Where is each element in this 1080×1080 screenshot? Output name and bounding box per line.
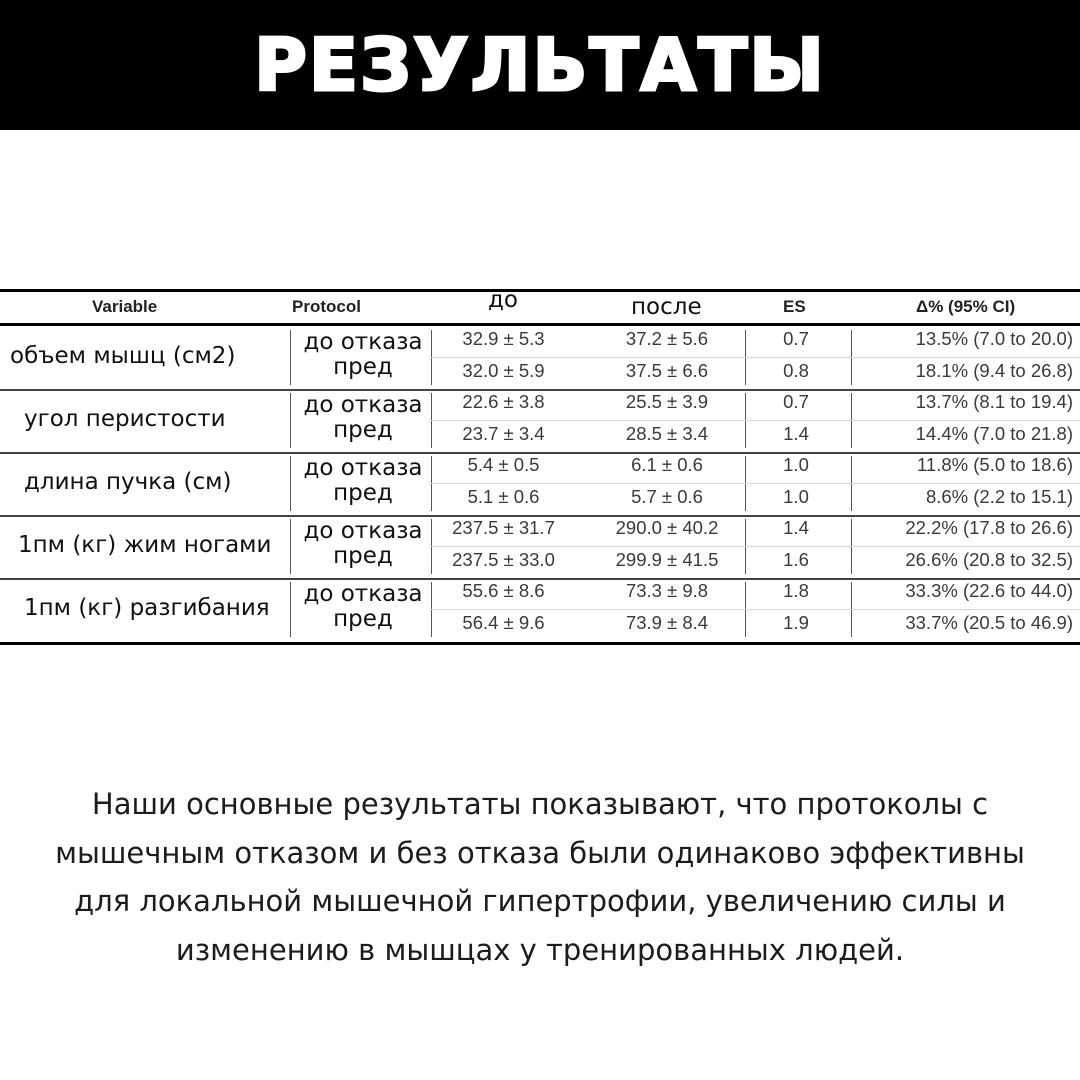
header-variable: Variable bbox=[92, 297, 158, 316]
subrow-divider bbox=[431, 546, 1080, 547]
pre-value: 5.1 ± 0.6 bbox=[467, 486, 540, 507]
post-value: 73.3 ± 9.8 bbox=[625, 580, 709, 601]
delta-value: 22.2% (17.8 to 26.6) bbox=[905, 517, 1073, 538]
summary-line: для локальной мышечной гипертрофии, увеличению силы и bbox=[74, 884, 1006, 918]
pre-value: 22.6 ± 3.8 bbox=[462, 391, 545, 412]
delta-value: 11.8% (5.0 to 18.6) bbox=[917, 454, 1073, 475]
variable-label: длина пучка (см) bbox=[24, 469, 232, 495]
pre-value: 237.5 ± 33.0 bbox=[452, 549, 555, 570]
header-pre: до bbox=[488, 287, 518, 313]
delta-value: 33.3% (22.6 to 44.0) bbox=[905, 580, 1073, 601]
variable-label: 1пм (кг) жим ногами bbox=[18, 532, 272, 558]
subrow-divider bbox=[431, 483, 1080, 484]
protocol-label: до отказа bbox=[303, 518, 423, 544]
post-value: 37.5 ± 6.6 bbox=[625, 360, 709, 381]
table-bottom-rule bbox=[0, 642, 1080, 645]
subrow-divider bbox=[431, 609, 1080, 610]
post-value: 73.9 ± 8.4 bbox=[625, 612, 709, 633]
es-value: 0.7 bbox=[783, 328, 809, 349]
results-table bbox=[0, 289, 1080, 645]
summary-line: Наши основные результаты показывают, что протоколы с bbox=[91, 787, 989, 821]
es-value: 1.0 bbox=[783, 486, 809, 507]
page-title: РЕЗУЛЬТАТЫ bbox=[254, 23, 826, 107]
variable-label: объем мышц (см2) bbox=[10, 343, 236, 369]
post-value: 25.5 ± 3.9 bbox=[625, 391, 709, 412]
es-value: 1.0 bbox=[783, 454, 809, 475]
post-value: 37.2 ± 5.6 bbox=[625, 328, 709, 349]
variable-label: угол перистости bbox=[24, 406, 226, 432]
pre-value: 56.4 ± 9.6 bbox=[462, 612, 545, 633]
pre-value: 32.0 ± 5.9 bbox=[462, 360, 545, 381]
header-es: ES bbox=[783, 297, 806, 316]
pre-value: 32.9 ± 5.3 bbox=[462, 328, 545, 349]
protocol-label: до отказа bbox=[303, 581, 423, 607]
post-value: 290.0 ± 40.2 bbox=[615, 517, 719, 538]
variable-label: 1пм (кг) разгибания bbox=[24, 595, 270, 621]
protocol-label: пред bbox=[333, 543, 393, 569]
post-value: 6.1 ± 0.6 bbox=[631, 454, 703, 475]
delta-value: 8.6% (2.2 to 15.1) bbox=[925, 486, 1073, 507]
post-value: 5.7 ± 0.6 bbox=[631, 486, 703, 507]
pre-value: 237.5 ± 31.7 bbox=[452, 517, 555, 538]
pre-value: 55.6 ± 8.6 bbox=[462, 580, 545, 601]
es-value: 1.9 bbox=[783, 612, 809, 633]
protocol-label: до отказа bbox=[303, 455, 423, 481]
protocol-label: пред bbox=[333, 354, 393, 380]
es-value: 1.4 bbox=[783, 423, 809, 444]
es-value: 0.8 bbox=[783, 360, 809, 381]
post-value: 28.5 ± 3.4 bbox=[625, 423, 709, 444]
es-value: 1.4 bbox=[783, 517, 809, 538]
delta-value: 13.5% (7.0 to 20.0) bbox=[915, 328, 1073, 349]
es-value: 0.7 bbox=[783, 391, 809, 412]
delta-value: 18.1% (9.4 to 26.8) bbox=[915, 360, 1073, 381]
protocol-label: пред bbox=[333, 606, 393, 632]
header-delta: Δ% (95% CI) bbox=[916, 297, 1016, 316]
post-value: 299.9 ± 41.5 bbox=[615, 549, 719, 570]
header-rule bbox=[0, 323, 1080, 326]
delta-value: 13.7% (8.1 to 19.4) bbox=[915, 391, 1073, 412]
summary-text bbox=[20, 780, 1060, 974]
subrow-divider bbox=[431, 357, 1080, 358]
protocol-label: до отказа bbox=[303, 329, 423, 355]
pre-value: 23.7 ± 3.4 bbox=[462, 423, 545, 444]
table-top-rule bbox=[0, 289, 1080, 292]
protocol-label: до отказа bbox=[303, 392, 423, 418]
protocol-label: пред bbox=[333, 480, 393, 506]
protocol-label: пред bbox=[333, 417, 393, 443]
pre-value: 5.4 ± 0.5 bbox=[467, 454, 540, 475]
es-value: 1.6 bbox=[783, 549, 809, 570]
es-value: 1.8 bbox=[783, 580, 809, 601]
summary-line: мышечным отказом и без отказа были одинаково эффективны bbox=[55, 835, 1025, 870]
summary-line: изменению в мышцах у тренированных людей. bbox=[175, 932, 905, 967]
title-banner bbox=[0, 0, 1080, 130]
subrow-divider bbox=[431, 420, 1080, 421]
delta-value: 26.6% (20.8 to 32.5) bbox=[905, 549, 1073, 570]
delta-value: 14.4% (7.0 to 21.8) bbox=[915, 423, 1073, 444]
delta-value: 33.7% (20.5 to 46.9) bbox=[905, 612, 1073, 633]
header-post: после bbox=[631, 294, 702, 320]
header-protocol: Protocol bbox=[292, 297, 361, 316]
